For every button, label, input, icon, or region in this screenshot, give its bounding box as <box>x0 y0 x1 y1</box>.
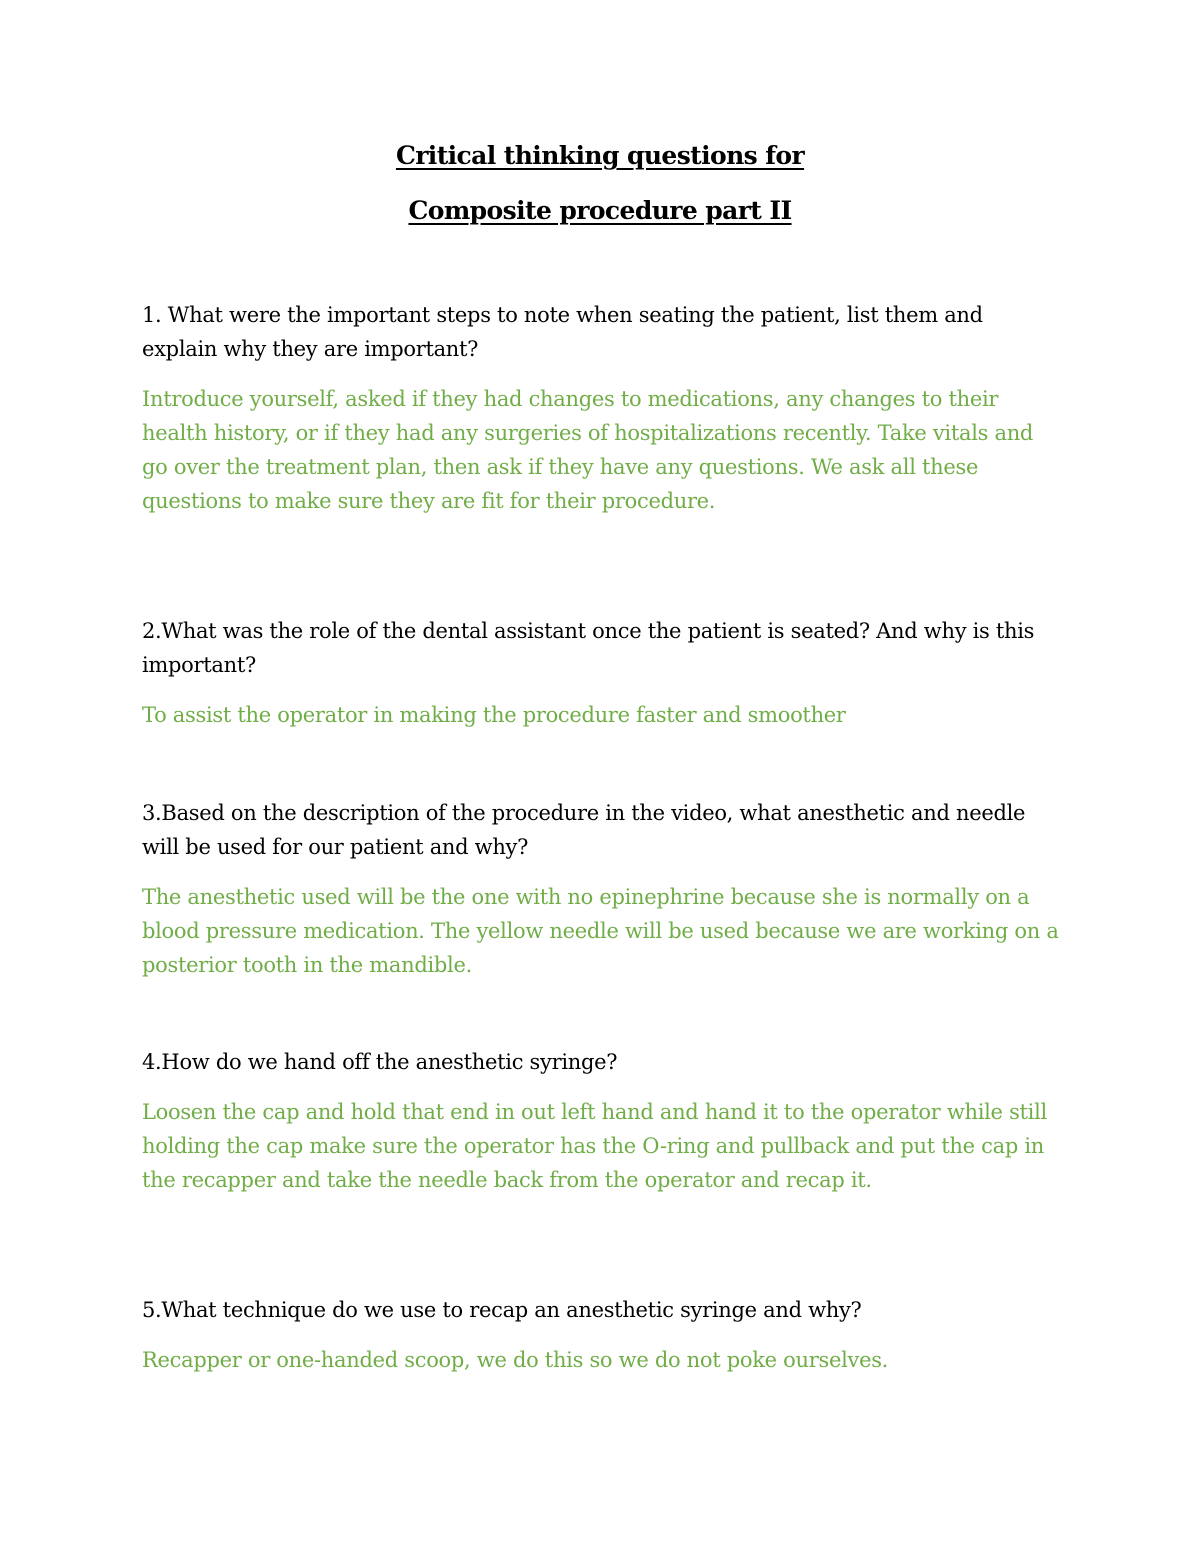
answer-4: Loosen the cap and hold that end in out left hand and hand it to the operator while still holding the cap make sure the operator has the O-ring and pullback and put the cap in the recapper and take the needle back from the operator and recap it. <box>142 1100 1047 1192</box>
document-title-line-1: Critical thinking questions for <box>395 141 805 170</box>
question-block-2 <box>142 614 1062 732</box>
question-1: 1. What were the important steps to note when seating the patient, list them and explain why they are important? <box>142 303 983 361</box>
question-block-4 <box>142 1045 1062 1197</box>
answer-1: Introduce yourself, asked if they had changes to medications, any changes to their health history, or if they had any surgeries of hospitalizations recently. Take vitals and go over the treatment plan, then ask if they have any questions. We ask all these questions to make sure they are fit for their procedure. <box>142 387 1034 513</box>
answer-3: The anesthetic used will be the one with no epinephrine because she is normally on a blood pressure medication. The yellow needle will be used because we are working on a posterior tooth in the mandible. <box>142 885 1059 977</box>
question-block-3 <box>142 796 1062 982</box>
question-block-5 <box>142 1293 1062 1377</box>
answer-5: Recapper or one-handed scoop, we do this so we do not poke ourselves. <box>142 1348 889 1372</box>
question-5: 5.What technique do we use to recap an anesthetic syringe and why? <box>142 1298 862 1322</box>
question-4: 4.How do we hand off the anesthetic syringe? <box>142 1050 618 1074</box>
question-block-1 <box>142 298 1062 518</box>
question-2: 2.What was the role of the dental assistant once the patient is seated? And why is this important? <box>142 619 1035 677</box>
document-title-line-2: Composite procedure part II <box>408 196 792 225</box>
answer-2: To assist the operator in making the procedure faster and smoother <box>142 703 846 727</box>
question-3: 3.Based on the description of the procedure in the video, what anesthetic and needle will be used for our patient and why? <box>142 801 1026 859</box>
